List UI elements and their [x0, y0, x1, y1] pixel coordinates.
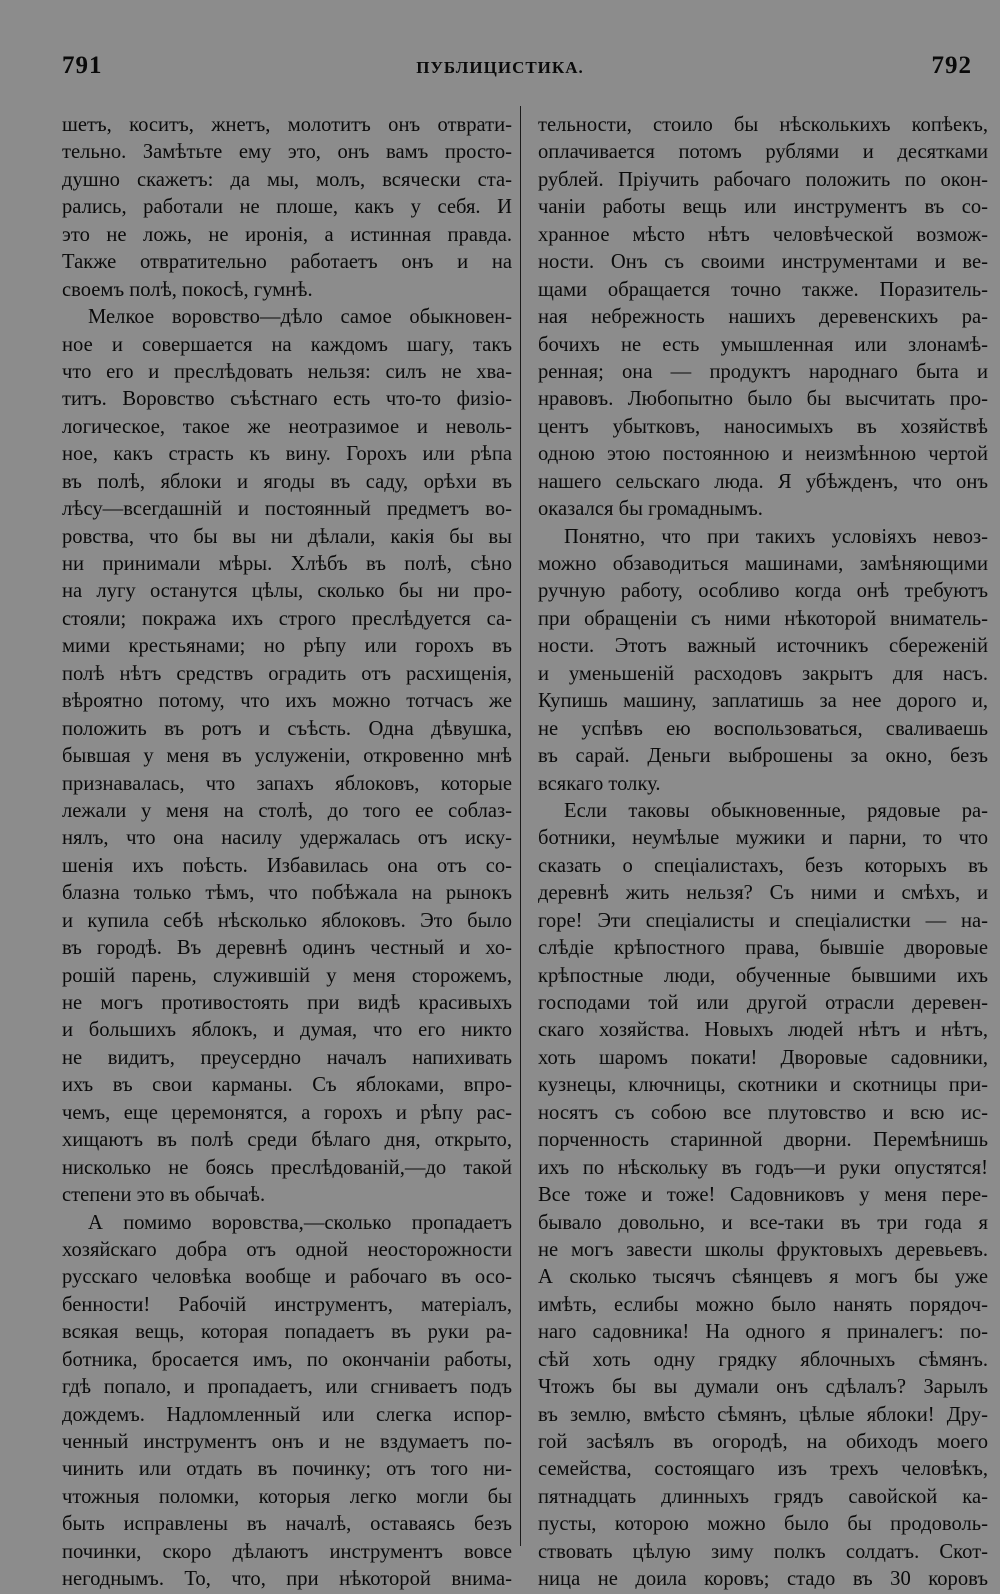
text-line: А сколько тысячъ сѣянцевъ я могъ бы уже — [538, 1266, 988, 1289]
text-line: Если таковы обыкновенные, рядовые ра- — [564, 799, 988, 822]
text-line: ихъ въ свои карманы. Съ яблоками, впро- — [62, 1074, 512, 1097]
text-line: гдѣ попало, и пропадаетъ, или сгниваетъ подъ — [62, 1376, 512, 1399]
text-line: чаніи работы вещь или инструментъ въ со- — [538, 196, 988, 219]
text-line: въ сарай. Деньги выброшены за окно, безъ — [538, 745, 988, 768]
text-line: тельно. Замѣтьте ему это, онъ вамъ просто- — [62, 141, 512, 164]
text-line: ное и совершается на каждомъ шагу, такъ — [62, 333, 512, 356]
text-line: при обращеніи съ ними нѣкоторой вниматель- — [538, 607, 988, 630]
text-line: Все тоже и тоже! Садовниковъ у меня пере- — [538, 1184, 988, 1207]
text-line: скаго хозяйства. Новыхъ людей нѣтъ и нѣтъ, — [538, 1019, 988, 1042]
text-line: чинить или отдать въ починку; отъ того ни- — [62, 1458, 512, 1481]
text-line: Купишь машину, заплатишь за нее дорого и, — [538, 690, 988, 713]
text-line: нялъ, что она насилу удержалась отъ иску- — [62, 827, 512, 850]
text-line: своемъ полѣ, покосѣ, гумнѣ. — [62, 278, 313, 301]
text-line: ница не доила коровъ; стадо въ 30 коровъ — [538, 1568, 988, 1591]
text-line: можно обзаводиться машинами, замѣняющими — [538, 553, 988, 575]
text-line: не могъ противостоять при видѣ красивыхъ — [62, 992, 512, 1014]
text-line: душно скажетъ: да мы, молъ, всячески ста- — [62, 168, 512, 191]
text-line: шенія ихъ поѣсть. Избавилась она отъ со- — [62, 854, 512, 877]
text-line: полѣ нѣтъ средствъ оградить отъ расхищенія, — [62, 662, 512, 685]
page-number-right: 792 — [931, 52, 972, 79]
text-line: блазна только тѣмъ, что побѣжала на рынокъ — [62, 882, 512, 905]
text-line: центъ убытковъ, наносимыхъ въ хозяйствѣ — [538, 415, 988, 438]
text-line: деревнѣ жить нельзя? Съ ними и смѣхъ, и — [538, 882, 988, 905]
text-line: одною этою постоянною и неизмѣнною чертой — [538, 443, 988, 466]
text-line: бенности! Рабочій инструментъ, матеріалъ, — [62, 1293, 512, 1316]
text-line: въ городѣ. Въ деревнѣ одинъ честный и хо- — [62, 937, 512, 960]
text-line: нравовъ. Любопытно было бы высчитать про- — [538, 388, 988, 411]
text-line: вѣроятно потому, что ихъ можно тотчасъ же — [62, 690, 512, 713]
text-line: ная небрежность нашихъ деревенскихъ ра- — [538, 306, 988, 329]
text-line: ности. Онъ съ своими инструментами и ве- — [538, 251, 988, 274]
text-line: семейства, состоящаго изъ трехъ человѣкъ, — [538, 1458, 988, 1481]
text-line: на лугу останутся цѣлы, сколько бы ни про- — [62, 580, 512, 603]
text-line: А помимо воровства,—сколько пропадаетъ — [88, 1211, 512, 1234]
text-line: хоть шаромъ покати! Дворовые садовники, — [538, 1046, 988, 1069]
text-line: и уменьшеній расходовъ закрытъ для насъ. — [538, 662, 988, 685]
text-line: господами той или другой отрасли деревен- — [538, 992, 988, 1014]
text-line: рались, работали не плоше, какъ у себя. И — [62, 196, 512, 219]
text-line: титъ. Воровство съѣстнаго есть что-то физіо- — [62, 388, 512, 411]
text-line: не успѣвъ ею воспользоваться, сваливаешь — [538, 717, 988, 740]
text-line: ни принимали мѣры. Хлѣбъ въ полѣ, сѣно — [62, 553, 512, 575]
running-title: ПУБЛИЦИСТИКА. — [416, 58, 584, 77]
text-line: стояли; покража ихъ строго преслѣдуется са- — [62, 607, 512, 630]
text-line: бывшая у меня въ услуженіи, откровенно мнѣ — [62, 745, 512, 768]
text-line: ботника, бросается имъ, по окончаніи работы, — [62, 1348, 512, 1371]
text-line: ствовать цѣлую зиму полкъ солдатъ. Скот- — [538, 1540, 988, 1563]
text-line: крѣпостные люди, обученные бывшими ихъ — [538, 964, 988, 987]
text-line: кузнецы, ключницы, скотники и скотницы при- — [538, 1074, 988, 1097]
text-line: положить въ ротъ и съѣсть. Одна дѣвушка, — [62, 717, 512, 740]
text-line: что его и преслѣдовать нельзя: силъ не хва- — [62, 360, 512, 383]
page-header — [0, 52, 1000, 92]
text-line: негоднымъ. То, что, при нѣкоторой внима- — [62, 1568, 512, 1591]
text-line: быть исправлены въ началѣ, оставаясь безъ — [62, 1513, 512, 1536]
text-line: признавалась, что запахъ яблоковъ, которые — [62, 772, 512, 795]
text-line: носятъ съ собою все плутовство и всю ис- — [538, 1101, 988, 1124]
text-line: тельности, стоило бы нѣсколькихъ копѣекъ, — [538, 114, 988, 136]
text-line: Понятно, что при такихъ условіяхъ невоз- — [564, 525, 988, 548]
text-line: щами обращается точно также. Поразитель- — [538, 278, 988, 301]
text-line: въ землю, вмѣсто сѣмянъ, цѣлые яблоки! Дру- — [538, 1403, 988, 1426]
text-line: Мелкое воровство—дѣло самое обыкновен- — [88, 306, 512, 329]
text-line: шетъ, коситъ, жнетъ, молотитъ онъ отврати- — [62, 114, 512, 136]
text-line: мими крестьянами; но рѣпу или горохъ въ — [62, 635, 512, 658]
text-line: оказался бы громаднымъ. — [538, 498, 763, 521]
text-line: не видитъ, преусердно началъ напихивать — [62, 1046, 512, 1069]
text-line: ченный инструментъ онъ и не вздумаетъ по- — [62, 1431, 512, 1453]
text-line: всякаго толку. — [538, 772, 661, 795]
text-line: хозяйскаго добра отъ одной неосторожности — [62, 1238, 512, 1261]
text-line: нисколько не боясь преслѣдованій,—до такой — [62, 1156, 512, 1179]
text-line: горе! Эти спеціалисты и спеціалистки — на- — [538, 909, 988, 932]
text-line: всякая вещь, которая попадаетъ въ руки ра- — [62, 1321, 512, 1344]
text-line: степени это въ обычаѣ. — [62, 1184, 266, 1207]
text-line: ное, какъ страсть къ вину. Горохъ или рѣпа — [62, 443, 512, 466]
text-line: сѣй хоть одну грядку яблочныхъ сѣмянъ. — [538, 1348, 988, 1371]
text-line: наго садовника! На одного я приналегъ: по- — [538, 1321, 988, 1344]
text-line: оплачивается потомъ рублями и десятками — [538, 141, 988, 164]
text-line: лѣсу—всегдашній и постоянный предметъ во- — [62, 498, 512, 521]
text-line: хищаютъ въ полѣ среди бѣлаго дня, открыто, — [62, 1129, 512, 1152]
text-line: порченность старинной дворни. Перемѣнишь — [538, 1129, 988, 1152]
text-line: хранное мѣсто нѣтъ человѣческой возмож- — [538, 223, 988, 246]
page-number-left: 791 — [62, 52, 103, 79]
text-line: гой засѣялъ въ огородѣ, на обиходъ моего — [538, 1431, 988, 1453]
text-line: ручную работу, особливо когда онѣ требуютъ — [538, 580, 988, 603]
left-column — [62, 112, 512, 1594]
text-line: ботники, неумѣлые мужики и парни, то что — [538, 827, 988, 850]
text-line: ности. Этотъ важный источникъ сбереженій — [538, 635, 988, 658]
text-line: слѣдіе крѣпостного права, бывшіе дворовые — [538, 937, 988, 960]
text-line: рошій парень, служившій у меня сторожемъ, — [62, 964, 512, 987]
text-line: бывало довольно, и все-таки въ три года я — [538, 1211, 988, 1234]
text-line: логическое, такое же неотразимое и неволь- — [62, 415, 512, 438]
text-line: въ полѣ, яблоки и ягоды въ саду, орѣхи въ — [62, 470, 512, 493]
text-line: имѣть, еслибы можно было нанять порядоч- — [538, 1293, 988, 1316]
text-line: и большихъ яблокъ, и думая, что его никто — [62, 1019, 512, 1042]
text-line: бочихъ не есть умышленная или злонамѣ- — [538, 333, 988, 356]
text-line: это не ложь, не иронія, а истинная правда. — [62, 223, 512, 246]
text-line: ихъ по нѣскольку въ годъ—и руки опустятся! — [538, 1156, 988, 1179]
text-line: чемъ, еще церемонятся, а горохъ и рѣпу рас- — [62, 1101, 512, 1124]
text-line: пятнадцать длинныхъ грядъ савойской ка- — [538, 1485, 988, 1508]
text-line: ровства, что бы вы ни дѣлали, какія бы вы — [62, 525, 512, 548]
right-column — [538, 112, 988, 1594]
text-line: починки, скоро дѣлаютъ инструментъ вовсе — [62, 1540, 512, 1563]
text-line: ренная; она — продуктъ народнаго быта и — [538, 360, 988, 383]
column-divider — [520, 106, 521, 1546]
text-line: пусты, которою можно было бы продоволь- — [538, 1513, 988, 1536]
text-line: не могъ завести школы фруктовыхъ деревьевъ. — [538, 1238, 988, 1261]
text-line: и купила себѣ нѣсколько яблоковъ. Это было — [62, 909, 512, 932]
text-line: лежали у меня на столѣ, до того ее соблаз- — [62, 799, 512, 822]
text-line: сказать о спеціалистахъ, безъ которыхъ въ — [538, 854, 988, 877]
text-line: русскаго человѣка вообще и рабочаго въ осо- — [62, 1266, 512, 1289]
text-line: дождемъ. Надломленный или слегка испор- — [62, 1403, 512, 1426]
text-line: Также отвратительно работаетъ онъ и на — [62, 251, 512, 274]
text-line: нашего сельскаго люда. Я убѣжденъ, что онъ — [538, 470, 988, 493]
text-line: чтожныя поломки, которыя легко могли бы — [62, 1485, 512, 1508]
text-line: рублей. Пріучить рабочаго положить по окон- — [538, 168, 988, 191]
text-line: Чтожъ бы вы думали онъ сдѣлалъ? Зарылъ — [538, 1376, 988, 1399]
